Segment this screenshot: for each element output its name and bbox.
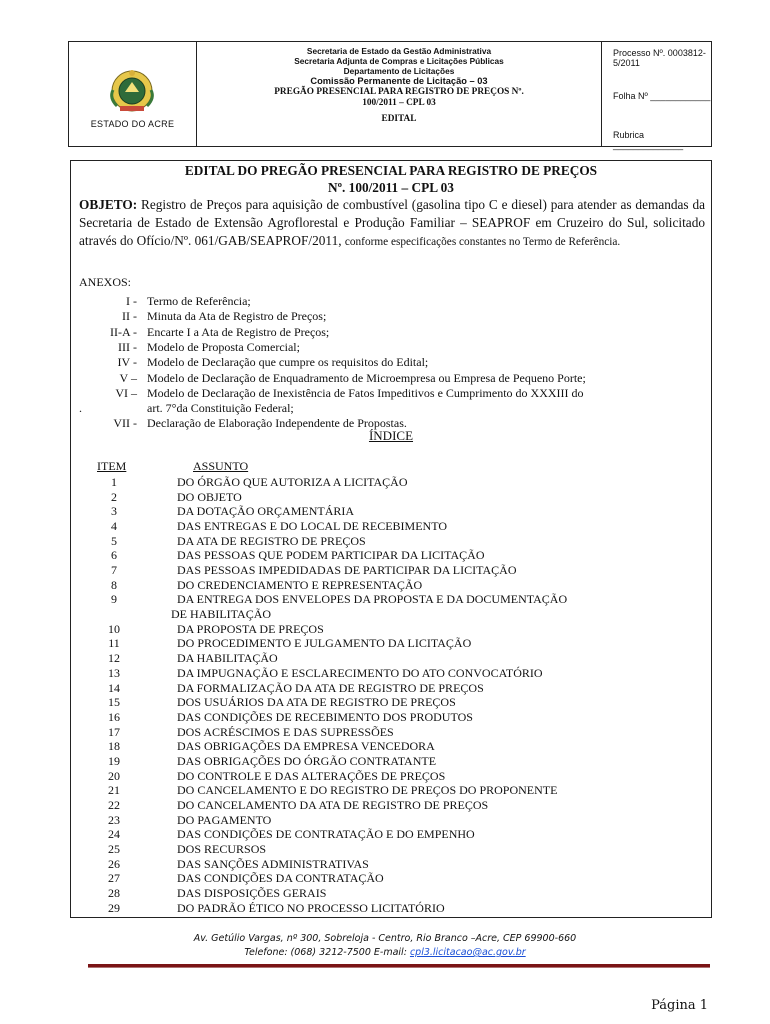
- item-number: 24: [108, 827, 120, 842]
- item-number: 10: [108, 621, 120, 636]
- item-number: 27: [108, 871, 120, 886]
- item-number: 7: [111, 563, 117, 578]
- anexo-text: Minuta da Ata de Registro de Preços;: [147, 309, 327, 324]
- item-number: 2: [111, 489, 117, 504]
- assunto-column-header: ASSUNTO: [193, 459, 249, 473]
- processo-number: Processo Nº. 0003812-5/2011: [613, 48, 706, 68]
- item-number: 19: [108, 753, 120, 768]
- item-number: 25: [108, 842, 120, 856]
- anexo-number: I -: [126, 294, 137, 308]
- anexos-label: ANEXOS:: [79, 275, 132, 289]
- anexo-text: Modelo de Declaração de Inexistência de Fatos Impeditivos e Cumprimento do XXXIII do: [147, 385, 584, 400]
- item-subject: DA FORMALIZAÇÃO DA ATA DE REGISTRO DE PREÇOS: [177, 680, 484, 695]
- item-number: 6: [111, 548, 117, 563]
- objeto-paragraph: [79, 196, 705, 251]
- commission-line: Comissão Permanente de Licitação – 03: [310, 76, 488, 86]
- item-subject: DAS DISPOSIÇÕES GERAIS: [177, 886, 327, 901]
- objeto-text: Registro de Preços para aquisição de combustível (gasolina tipo C e diesel) para atender as demandas da Secretaria de Estado de Extensão Agroflorestal e Produção Familiar – SEAPROF em Cruzeiro do Sul, solicitado através do Ofício/Nº. 061/GAB/SEAPROF/2011,: [79, 197, 706, 248]
- email-link[interactable]: cpl3.licitacao@ac.gov.br: [409, 947, 526, 958]
- document-title: EDITAL DO PREGÃO PRESENCIAL PARA REGISTRO DE PREÇOS: [184, 163, 598, 178]
- rubrica-field: Rubrica ______________: [613, 130, 684, 150]
- item-number: 15: [108, 695, 120, 710]
- footer-rule-thin: [88, 967, 710, 968]
- item-subject: DAS OBRIGAÇÕES DA EMPRESA VENCEDORA: [177, 739, 435, 754]
- pregao-number: 100/2011 – CPL 03: [362, 98, 436, 108]
- process-info-cell: [602, 42, 711, 150]
- anexo-number: .: [79, 401, 82, 416]
- secretaria-line: Secretaria de Estado da Gestão Administrativa: [306, 46, 492, 56]
- item-subject: DA DOTAÇÃO ORÇAMENTÁRIA: [177, 504, 355, 519]
- item-number: 28: [108, 886, 120, 901]
- item-subject: DO CANCELAMENTO DA ATA DE REGISTRO DE PREÇOS: [177, 797, 489, 812]
- item-subject: DAS CONDIÇÕES DE CONTRATAÇÃO E DO EMPENHO: [177, 827, 475, 842]
- item-number: 26: [108, 856, 120, 871]
- pregao-line: PREGÃO PRESENCIAL PARA REGISTRO DE PREÇOS Nº.: [274, 87, 524, 97]
- item-subject: DO PROCEDIMENTO E JULGAMENTO DA LICITAÇÃO: [177, 636, 472, 651]
- anexo-number: II -: [122, 309, 137, 324]
- anexo-text: Declaração de Elaboração Independente de Propostas.: [147, 416, 407, 431]
- item-subject: DO CREDENCIAMENTO E REPRESENTAÇÃO: [177, 577, 423, 592]
- objeto-label: OBJETO:: [79, 197, 138, 212]
- item-subject: DAS CONDIÇÕES DE RECEBIMENTO DOS PRODUTOS: [177, 709, 473, 724]
- item-subject: DO CONTROLE E DAS ALTERAÇÕES DE PREÇOS: [177, 768, 446, 783]
- item-number: 8: [111, 577, 117, 592]
- item-subject: DO PAGAMENTO: [177, 812, 272, 827]
- anexo-text: Modelo de Proposta Comercial;: [147, 339, 300, 354]
- edital-label: EDITAL: [381, 114, 417, 124]
- item-number: 16: [108, 709, 120, 724]
- anexo-text: art. 7°da Constituição Federal;: [147, 401, 294, 416]
- item-subject: DA HABILITAÇÃO: [177, 651, 278, 666]
- item-subject: DO ÓRGÃO QUE AUTORIZA A LICITAÇÃO: [177, 475, 408, 489]
- item-subject: DA IMPUGNAÇÃO E ESCLARECIMENTO DO ATO CONVOCATÓRIO: [177, 665, 543, 680]
- anexo-number: VII -: [113, 416, 137, 431]
- item-subject: DO PADRÃO ÉTICO NO PROCESSO LICITATÓRIO: [177, 900, 445, 915]
- item-number: 9: [111, 592, 117, 607]
- item-number: 12: [108, 651, 120, 666]
- item-subject: DAS SANÇÕES ADMINISTRATIVAS: [177, 856, 369, 871]
- edital-body: [70, 160, 712, 918]
- folha-field: Folha Nº ____________: [613, 91, 711, 101]
- item-subject: DAS PESSOAS IMPEDIDADAS DE PARTICIPAR DA LICITAÇÃO: [177, 563, 517, 578]
- item-number: 29: [108, 900, 120, 915]
- item-number: 4: [111, 519, 117, 534]
- item-number: 22: [108, 797, 120, 812]
- item-subject: DAS PESSOAS QUE PODEM PARTICIPAR DA LICITAÇÃO: [177, 548, 485, 563]
- item-number: 11: [108, 636, 120, 651]
- item-number: 5: [111, 533, 117, 548]
- item-number: 1: [111, 475, 117, 489]
- page-number: Página 1: [651, 998, 708, 1013]
- anexo-number: IV -: [117, 355, 137, 370]
- item-subject: DAS ENTREGAS E DO LOCAL DE RECEBIMENTO: [177, 519, 447, 534]
- anexo-number: V –: [119, 370, 137, 385]
- indice-heading: ÍNDICE: [368, 428, 414, 443]
- item-number: 13: [108, 665, 120, 680]
- header-title-cell: [197, 42, 602, 146]
- footer-address: Av. Getúlio Vargas, nº 300, Sobreloja - Centro, Rio Branco –Acre, CEP 69900-660: [193, 933, 577, 944]
- item-subject: DOS ACRÉSCIMOS E DAS SUPRESSÕES: [177, 724, 394, 739]
- departamento-line: Departamento de Licitações: [343, 66, 455, 76]
- item-number: 17: [108, 724, 120, 739]
- footer-phone: Telefone: (068) 3212-7500 E-mail:: [244, 947, 407, 958]
- anexo-number: VI –: [115, 385, 137, 400]
- logo-cell: [69, 42, 197, 146]
- anexo-text: Modelo de Declaração que cumpre os requisitos do Edital;: [147, 355, 429, 370]
- anexo-number: II-A -: [110, 324, 137, 339]
- anexo-text: Modelo de Declaração de Enquadramento de Microempresa ou Empresa de Pequeno Porte;: [147, 370, 586, 385]
- item-subject: DE HABILITAÇÃO: [171, 607, 272, 622]
- anexo-text: Termo de Referência;: [147, 294, 251, 308]
- item-number: 3: [111, 504, 117, 519]
- item-number: 20: [108, 768, 120, 783]
- item-subject: DA ATA DE REGISTRO DE PREÇOS: [177, 533, 366, 548]
- document-number: Nº. 100/2011 – CPL 03: [328, 180, 454, 195]
- item-number: 14: [108, 680, 120, 695]
- document-header: [68, 41, 712, 150]
- item-number: 18: [108, 739, 120, 754]
- item-subject: DA ENTREGA DOS ENVELOPES DA PROPOSTA E DA DOCUMENTAÇÃO: [177, 592, 568, 607]
- anexo-text: Encarte I a Ata de Registro de Preços;: [147, 324, 330, 339]
- item-number: 21: [108, 783, 120, 798]
- acre-coat-of-arms-icon: [107, 68, 157, 114]
- objeto-tail: conforme especificações constantes no Termo de Referência.: [344, 236, 621, 248]
- item-number: 23: [108, 812, 120, 827]
- state-name: ESTADO DO ACRE: [90, 119, 175, 129]
- item-subject: DO OBJETO: [177, 489, 242, 504]
- item-subject: DO CANCELAMENTO E DO REGISTRO DE PREÇOS DO PROPONENTE: [177, 783, 558, 798]
- footer-contact: [0, 947, 770, 958]
- item-subject: DOS USUÁRIOS DA ATA DE REGISTRO DE PREÇOS: [177, 695, 456, 710]
- anexo-number: III -: [118, 339, 137, 354]
- item-subject: DOS RECURSOS: [177, 842, 267, 856]
- item-column-header: ITEM: [97, 459, 127, 473]
- item-subject: DA PROPOSTA DE PREÇOS: [177, 621, 324, 636]
- secretaria-adjunta-line: Secretaria Adjunta de Compras e Licitações Públicas: [294, 56, 504, 66]
- item-subject: DAS OBRIGAÇÕES DO ÓRGÃO CONTRATANTE: [177, 753, 437, 768]
- item-subject: DAS CONDIÇÕES DA CONTRATAÇÃO: [177, 871, 384, 886]
